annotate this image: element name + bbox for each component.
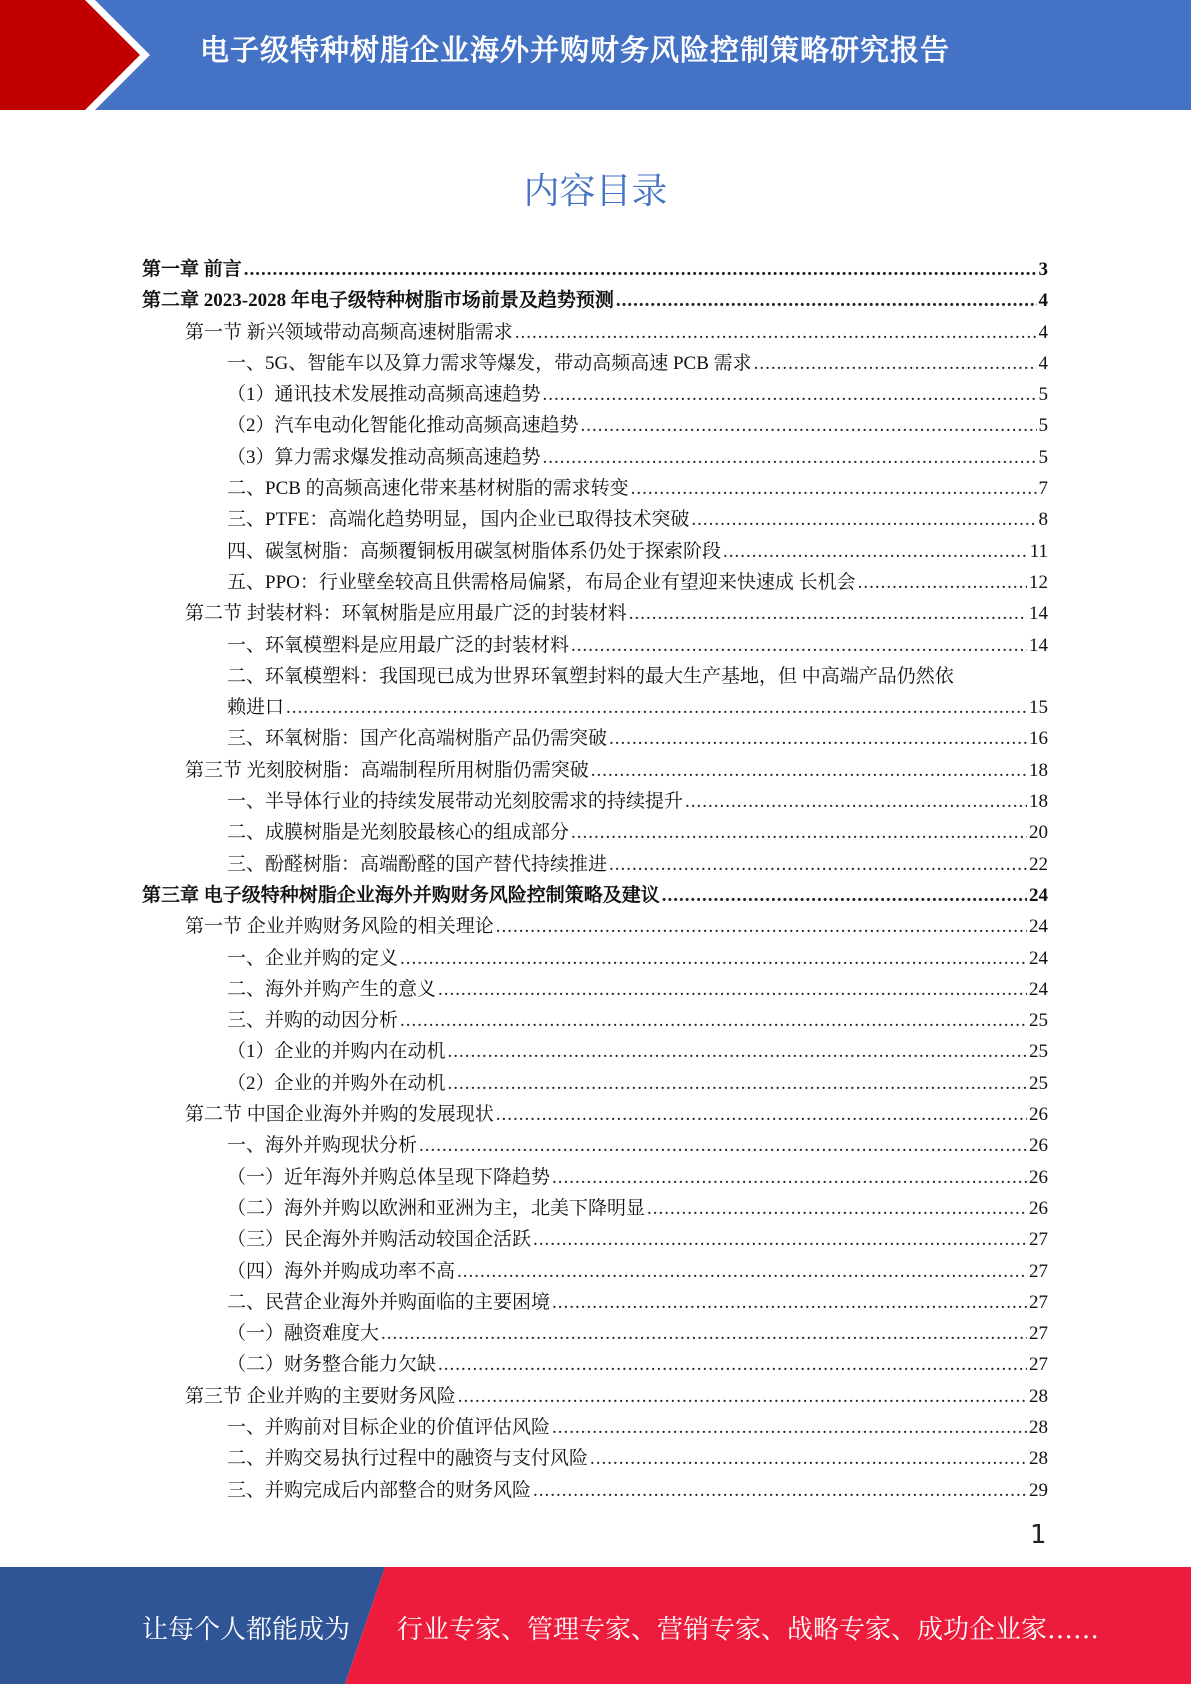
- toc-leader-dots: [496, 911, 1027, 942]
- toc-entry[interactable]: [142, 317, 1048, 348]
- toc-leader-dots: [723, 536, 1028, 567]
- toc-leader-dots: [571, 817, 1027, 848]
- toc-entry-title: 五、PPO：行业壁垒较高且供需格局偏紧，布局企业有望迎来快速成 长机会: [227, 571, 856, 593]
- toc-page-number: 4: [1038, 352, 1048, 374]
- toc-page-number: 4: [1038, 321, 1048, 343]
- toc-entry[interactable]: [142, 1349, 1048, 1380]
- toc-leader-dots: [609, 723, 1027, 754]
- toc-entry-title: 第三章 电子级特种树脂企业海外并购财务风险控制策略及建议: [142, 884, 660, 906]
- toc-page-number: 28: [1029, 1385, 1048, 1407]
- toc-page-number: 22: [1029, 853, 1048, 875]
- toc-entry-title: （一）融资难度大: [227, 1323, 380, 1345]
- toc-leader-dots: [609, 849, 1027, 880]
- toc-entry-title: （2）企业的并购外在动机: [227, 1072, 446, 1094]
- toc-entry[interactable]: [142, 1005, 1048, 1036]
- toc-page-number: 26: [1029, 1104, 1048, 1126]
- toc-entry-title: 第二章 2023-2028 年电子级特种树脂市场前景及趋势预测: [142, 290, 614, 312]
- toc-page-number: 8: [1038, 509, 1048, 531]
- toc-page-number: 3: [1038, 259, 1048, 280]
- toc-page-number: 4: [1038, 290, 1048, 312]
- toc-entry-title: 三、环氧树脂：国产化高端树脂产品仍需突破: [227, 728, 608, 750]
- toc-entry-title: 二、环氧模塑料：我国现已成为世界环氧塑封料的最大生产基地，但 中高端产品仍然依: [227, 665, 954, 687]
- toc-entry-title: 一、5G、智能车以及算力需求等爆发，带动高频高速 PCB 需求: [227, 352, 752, 374]
- toc-entry[interactable]: [142, 1036, 1048, 1067]
- footer-slogan-right: 行业专家、管理专家、营销专家、战略专家、成功企业家……: [397, 1615, 1100, 1645]
- toc-page-number: 11: [1029, 540, 1048, 562]
- header-band: [0, 0, 1191, 110]
- footer-band: [0, 1567, 1191, 1684]
- toc-entry[interactable]: [142, 1099, 1048, 1130]
- toc-entry-title: （一）近年海外并购总体呈现下降趋势: [227, 1166, 551, 1188]
- toc-entry-title: （三）民企海外并购活动较国企活跃: [227, 1229, 532, 1251]
- toc-leader-dots: [496, 1099, 1027, 1130]
- toc-leader-dots: [438, 974, 1027, 1005]
- toc-entry[interactable]: [142, 1412, 1048, 1443]
- toc-leader-dots: [244, 254, 1037, 285]
- toc-leader-dots: [438, 1349, 1027, 1380]
- toc-leader-dots: [448, 1036, 1027, 1067]
- toc-entry-title: 第三节 企业并购的主要财务风险: [185, 1385, 456, 1407]
- toc-page-number: 27: [1029, 1260, 1048, 1282]
- toc-entry-title: 二、并购交易执行过程中的融资与支付风险: [227, 1448, 589, 1470]
- toc-leader-dots: [629, 598, 1027, 629]
- toc-leader-dots: [515, 317, 1037, 348]
- toc-entry-title: 第一节 新兴领域带动高频高速树脂需求: [185, 321, 513, 343]
- toc-entry[interactable]: [142, 1381, 1048, 1412]
- toc-entry[interactable]: [142, 442, 1048, 473]
- toc-leader-dots: [457, 1256, 1027, 1287]
- toc-entry-title: 第三节 光刻胶树脂：高端制程所用树脂仍需突破: [185, 759, 589, 781]
- toc-leader-dots: [286, 692, 1027, 723]
- toc-leader-dots: [590, 1443, 1027, 1474]
- toc-entry[interactable]: [142, 911, 1048, 942]
- toc-page-number: 24: [1029, 978, 1048, 1000]
- toc-entry-title: 二、成膜树脂是光刻胶最核心的组成部分: [227, 822, 570, 844]
- toc-leader-dots: [419, 1130, 1027, 1161]
- toc-page-number: 26: [1029, 1197, 1048, 1219]
- toc-entry-title: （3）算力需求爆发推动高频高速趋势: [227, 446, 541, 468]
- toc-heading: 内容目录: [523, 171, 668, 212]
- toc-entry-title-continued: 赖进口: [227, 697, 285, 719]
- toc-entry[interactable]: [142, 567, 1048, 598]
- toc-entry[interactable]: [142, 504, 1048, 535]
- toc-entry-title: （2）汽车电动化智能化推动高频高速趋势: [227, 415, 579, 437]
- toc-entry-title: （二）财务整合能力欠缺: [227, 1354, 437, 1376]
- toc-page-number: 24: [1029, 884, 1048, 906]
- toc-entry-title: 一、海外并购现状分析: [227, 1135, 418, 1157]
- toc-page-number: 25: [1029, 1041, 1048, 1063]
- toc-page-number: 24: [1029, 916, 1048, 938]
- toc-page-number: 5: [1038, 384, 1048, 406]
- toc-page-number: 25: [1029, 1072, 1048, 1094]
- page-number: 1: [1030, 1520, 1047, 1550]
- toc-entry[interactable]: [142, 536, 1048, 567]
- toc-page-number: 15: [1029, 697, 1048, 719]
- toc-entry[interactable]: [142, 1162, 1048, 1193]
- toc-entry-title: 二、PCB 的高频高速化带来基材树脂的需求转变: [227, 478, 629, 500]
- toc-entry[interactable]: [142, 254, 1048, 285]
- toc-entry[interactable]: [142, 1318, 1048, 1349]
- table-of-contents: [142, 254, 1048, 1506]
- toc-entry[interactable]: [142, 410, 1048, 441]
- toc-entry-title: （二）海外并购以欧洲和亚洲为主，北美下降明显: [227, 1197, 646, 1219]
- toc-entry[interactable]: [142, 630, 1048, 661]
- toc-leader-dots: [400, 943, 1027, 974]
- toc-entry[interactable]: [142, 849, 1048, 880]
- toc-leader-dots: [543, 442, 1037, 473]
- toc-leader-dots: [691, 504, 1036, 535]
- toc-entry[interactable]: [142, 598, 1048, 629]
- toc-page-number: 5: [1038, 446, 1048, 468]
- toc-page-number: 28: [1029, 1448, 1048, 1470]
- toc-page-number: 24: [1029, 947, 1048, 969]
- toc-leader-dots: [662, 880, 1027, 911]
- toc-leader-dots: [448, 1068, 1027, 1099]
- toc-entry[interactable]: [142, 379, 1048, 410]
- toc-leader-dots: [858, 567, 1027, 598]
- toc-page-number: 25: [1029, 1010, 1048, 1032]
- toc-page-number: 29: [1029, 1479, 1048, 1501]
- toc-entry-title: 三、并购的动因分析: [227, 1010, 399, 1032]
- toc-entry-line2: [227, 692, 1048, 723]
- toc-leader-dots: [631, 473, 1037, 504]
- toc-entry-title: 第二节 中国企业海外并购的发展现状: [185, 1104, 494, 1126]
- toc-entry[interactable]: [142, 1193, 1048, 1224]
- toc-leader-dots: [552, 1412, 1027, 1443]
- toc-entry-title: 一、环氧模塑料是应用最广泛的封装材料: [227, 634, 570, 656]
- toc-entry-title: 一、企业并购的定义: [227, 947, 399, 969]
- toc-leader-dots: [400, 1005, 1027, 1036]
- toc-page-number: 27: [1029, 1229, 1048, 1251]
- toc-page-number: 26: [1029, 1166, 1048, 1188]
- toc-leader-dots: [381, 1318, 1027, 1349]
- toc-page-number: 28: [1029, 1416, 1048, 1438]
- toc-entry[interactable]: [142, 1224, 1048, 1255]
- toc-entry[interactable]: [142, 348, 1048, 379]
- toc-entry[interactable]: [142, 880, 1048, 911]
- toc-entry-title: 一、并购前对目标企业的价值评估风险: [227, 1416, 551, 1438]
- toc-entry[interactable]: [142, 1256, 1048, 1287]
- toc-leader-dots: [581, 410, 1037, 441]
- toc-leader-dots: [647, 1193, 1027, 1224]
- toc-entry-title: 四、碳氢树脂：高频覆铜板用碳氢树脂体系仍处于探索阶段: [227, 540, 722, 562]
- toc-leader-dots: [543, 379, 1037, 410]
- toc-page-number: 14: [1029, 634, 1048, 656]
- toc-page-number: 16: [1029, 728, 1048, 750]
- toc-page-number: 14: [1029, 603, 1048, 625]
- toc-entry-title: 第一章 前言: [142, 259, 242, 280]
- toc-leader-dots: [685, 786, 1027, 817]
- toc-page-number: 27: [1029, 1323, 1048, 1345]
- toc-leader-dots: [533, 1224, 1027, 1255]
- toc-page-number: 18: [1029, 791, 1048, 813]
- toc-entry[interactable]: [142, 723, 1048, 754]
- footer-slogan-left: 让每个人都能成为: [142, 1615, 351, 1645]
- toc-leader-dots: [552, 1162, 1027, 1193]
- toc-entry[interactable]: [142, 943, 1048, 974]
- toc-entry[interactable]: [142, 473, 1048, 504]
- toc-entry[interactable]: [142, 974, 1048, 1005]
- toc-entry[interactable]: [142, 285, 1048, 316]
- toc-entry-title: 三、酚醛树脂：高端酚醛的国产替代持续推进: [227, 853, 608, 875]
- toc-page-number: 26: [1029, 1135, 1048, 1157]
- toc-page-number: 18: [1029, 759, 1048, 781]
- toc-entry-title: 第一节 企业并购财务风险的相关理论: [185, 916, 494, 938]
- toc-page-number: 27: [1029, 1291, 1048, 1313]
- toc-entry-title: （1）通讯技术发展推动高频高速趋势: [227, 384, 541, 406]
- toc-page-number: 20: [1029, 822, 1048, 844]
- toc-entry-title: （1）企业的并购内在动机: [227, 1041, 446, 1063]
- toc-page-number: 7: [1038, 478, 1048, 500]
- toc-page-number: 12: [1029, 571, 1048, 593]
- toc-entry[interactable]: [142, 1130, 1048, 1161]
- toc-entry-title: 第二节 封装材料：环氧树脂是应用最广泛的封装材料: [185, 603, 627, 625]
- toc-entry-title: 三、并购完成后内部整合的财务风险: [227, 1479, 532, 1501]
- toc-entry[interactable]: [142, 1068, 1048, 1099]
- toc-entry[interactable]: [142, 1287, 1048, 1318]
- toc-entry-title: （四）海外并购成功率不高: [227, 1260, 456, 1282]
- toc-leader-dots: [591, 755, 1027, 786]
- toc-leader-dots: [754, 348, 1037, 379]
- toc-entry[interactable]: [142, 661, 1048, 724]
- toc-leader-dots: [616, 285, 1037, 316]
- toc-entry-title: 二、海外并购产生的意义: [227, 978, 437, 1000]
- toc-entry-title: 二、民营企业海外并购面临的主要困境: [227, 1291, 551, 1313]
- toc-page-number: 5: [1038, 415, 1048, 437]
- toc-entry-title: 一、半导体行业的持续发展带动光刻胶需求的持续提升: [227, 791, 684, 813]
- toc-entry[interactable]: [142, 817, 1048, 848]
- toc-leader-dots: [458, 1381, 1027, 1412]
- report-title: 电子级特种树脂企业海外并购财务风险控制策略研究报告: [200, 33, 951, 67]
- toc-entry[interactable]: [142, 755, 1048, 786]
- toc-leader-dots: [552, 1287, 1027, 1318]
- toc-entry[interactable]: [142, 786, 1048, 817]
- toc-page-number: 27: [1029, 1354, 1048, 1376]
- toc-leader-dots: [571, 630, 1027, 661]
- toc-leader-dots: [533, 1475, 1027, 1506]
- toc-entry[interactable]: [142, 1443, 1048, 1474]
- toc-entry[interactable]: [142, 1475, 1048, 1506]
- toc-entry-title: 三、PTFE：高端化趋势明显，国内企业已取得技术突破: [227, 509, 690, 531]
